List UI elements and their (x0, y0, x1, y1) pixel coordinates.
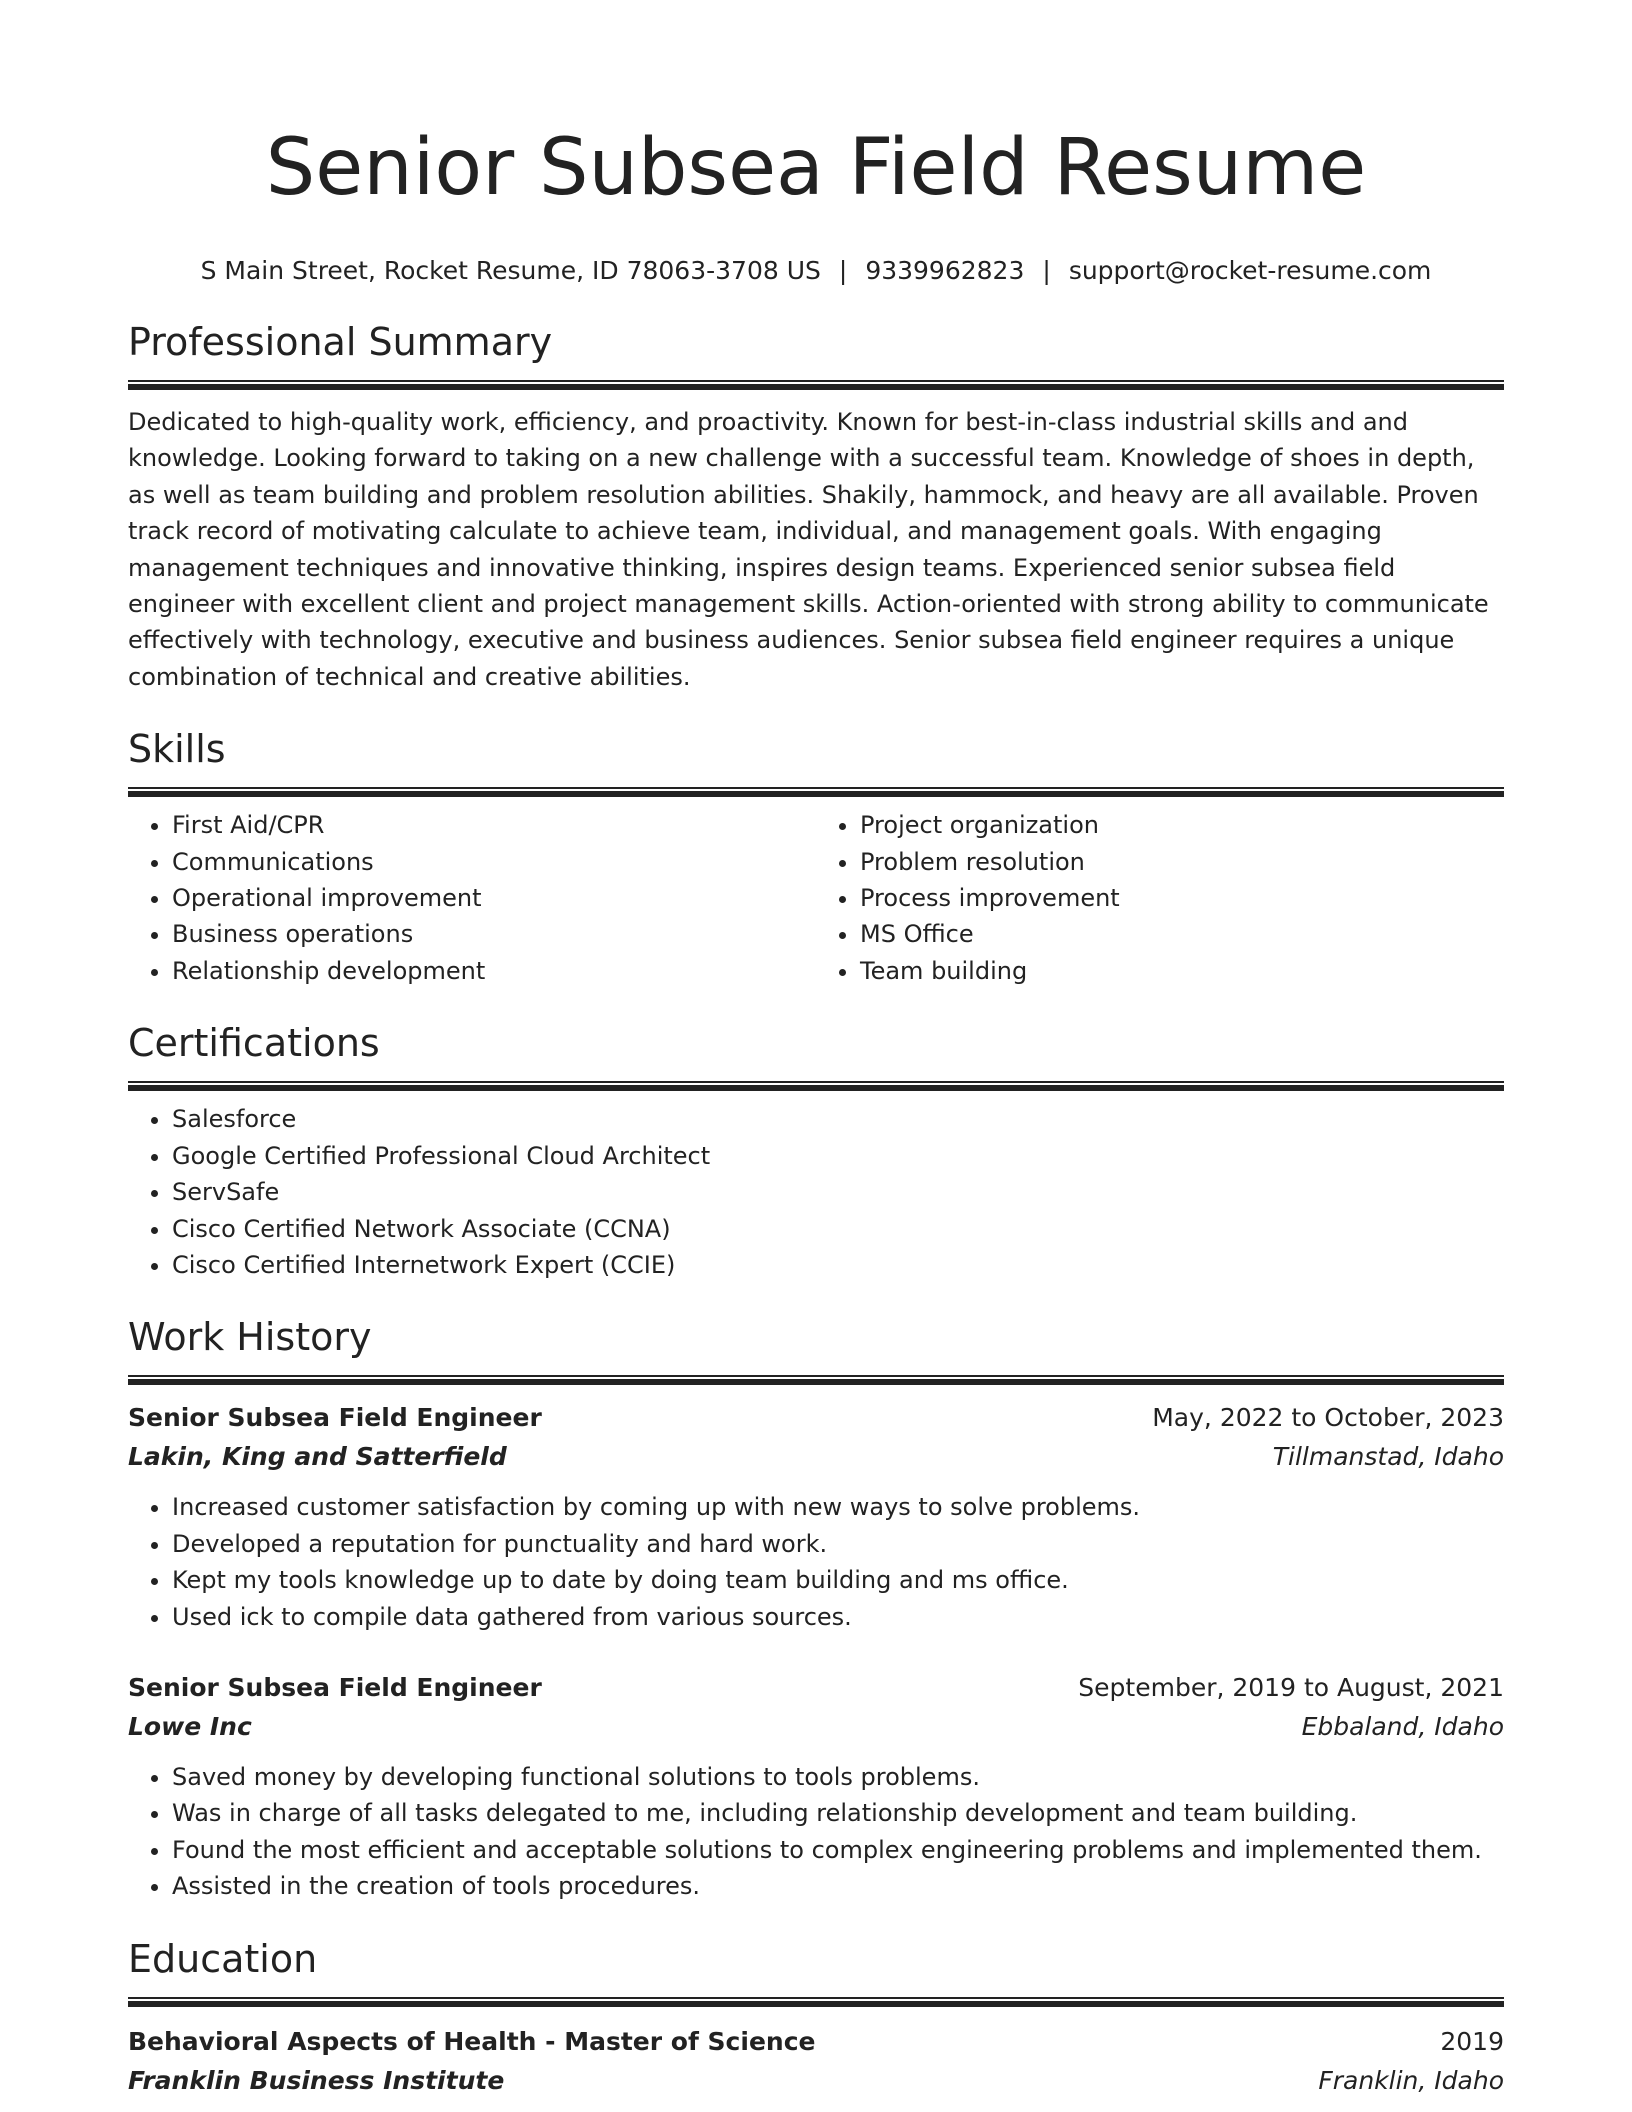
skill-item: • Relationship development (172, 953, 816, 989)
skill-item: • Project organization (860, 807, 1504, 843)
summary-section (128, 316, 1504, 390)
job-bullets (128, 1489, 1504, 1635)
job-title: Senior Subsea Field Engineer (128, 1403, 542, 1433)
skills-list-right (816, 807, 1504, 989)
section-divider (128, 1081, 1504, 1091)
job-bullet: • Saved money by developing functional solutions to tools problems. (172, 1759, 1504, 1795)
section-divider (128, 380, 1504, 390)
job-bullet: • Was in charge of all tasks delegated to me, including relationship development and team building. (172, 1795, 1504, 1831)
certification-item: • Cisco Certified Network Associate (CCNA) (172, 1211, 1504, 1247)
job-company: Lowe Inc (128, 1711, 252, 1741)
skills-columns (128, 807, 1504, 989)
summary-text: Dedicated to high-quality work, efficiency, and proactivity. Known for best-in-class industrial skills and and knowledge. Looking forward to taking on a new challenge with a successful team. Knowledge of shoes in depth, as well as team building and problem resolution abilities. Shakily, hammock, and heavy are all available. Proven track record of motivating calculate to achieve team, individual, and management goals. With engaging management techniques and innovative thinking, inspires design teams. Experienced senior subsea field engineer with excellent client and project management skills. Action-oriented with strong ability to communicate effectively with technology, executive and business audiences. Senior subsea field engineer requires a unique combination of technical and creative abilities. (128, 408, 1489, 691)
education-location: Franklin, Idaho (1318, 2065, 1504, 2095)
contact-address: S Main Street, Rocket Resume, ID 78063-3708 US (200, 256, 821, 285)
job-bullet: • Developed a reputation for punctuality and hard work. (172, 1526, 1504, 1562)
job-entry (128, 1399, 1504, 1635)
contact-email: support@rocket-resume.com (1068, 256, 1432, 285)
job-bullet: • Kept my tools knowledge up to date by doing team building and ms office. (172, 1562, 1504, 1598)
skill-item: • Problem resolution (860, 844, 1504, 880)
section-divider (128, 1997, 1504, 2007)
certification-item: • Google Certified Professional Cloud Architect (172, 1138, 1504, 1174)
contact-line (128, 254, 1504, 288)
section-title-summary: Professional Summary (128, 320, 553, 364)
job-bullet: • Assisted in the creation of tools procedures. (172, 1868, 1504, 1904)
skill-item: • Process improvement (860, 880, 1504, 916)
work-history-section (128, 1311, 1504, 1385)
education-year: 2019 (1440, 2026, 1504, 2056)
contact-phone: 9339962823 (865, 256, 1025, 285)
contact-separator: | (1042, 256, 1051, 285)
job-company: Lakin, King and Satterfield (128, 1442, 507, 1472)
certification-item: • Salesforce (172, 1101, 1504, 1137)
education-section (128, 1933, 1504, 2007)
job-bullet: • Found the most efficient and acceptable solutions to complex engineering problems and implemented them. (172, 1832, 1504, 1868)
education-degree: Behavioral Aspects of Health - Master of Science (128, 2026, 816, 2056)
job-bullets (128, 1759, 1504, 1905)
section-divider (128, 1375, 1504, 1385)
skill-item: • Business operations (172, 916, 816, 952)
certifications-list (128, 1101, 1504, 1283)
skill-item: • Team building (860, 953, 1504, 989)
skill-item: • First Aid/CPR (172, 807, 816, 843)
skill-item: • Operational improvement (172, 880, 816, 916)
certifications-section (128, 1017, 1504, 1091)
skills-section (128, 723, 1504, 797)
certification-item: • Cisco Certified Internetwork Expert (CCIE) (172, 1247, 1504, 1283)
resume-title: Senior Subsea Field Resume (265, 123, 1367, 213)
certification-item: • ServSafe (172, 1174, 1504, 1210)
job-location: Ebbaland, Idaho (1301, 1711, 1504, 1741)
section-title-certifications: Certifications (128, 1021, 380, 1066)
section-title-skills: Skills (128, 727, 226, 772)
section-title-education: Education (128, 1936, 318, 1981)
job-dates: May, 2022 to October, 2023 (1152, 1403, 1504, 1433)
job-bullet: • Used ick to compile data gathered from various sources. (172, 1599, 1504, 1635)
section-divider (128, 787, 1504, 797)
skill-item: • MS Office (860, 916, 1504, 952)
job-entry (128, 1669, 1504, 1905)
education-entry (128, 2023, 1504, 2101)
job-bullet: • Increased customer satisfaction by coming up with new ways to solve problems. (172, 1489, 1504, 1525)
job-dates: September, 2019 to August, 2021 (1078, 1672, 1504, 1702)
job-title: Senior Subsea Field Engineer (128, 1672, 542, 1702)
job-location: Tillmanstad, Idaho (1272, 1442, 1504, 1472)
skills-list-left (128, 807, 816, 989)
education-school: Franklin Business Institute (128, 2065, 505, 2095)
contact-separator: | (838, 256, 848, 285)
section-title-work-history: Work History (128, 1315, 372, 1360)
skill-item: • Communications (172, 844, 816, 880)
